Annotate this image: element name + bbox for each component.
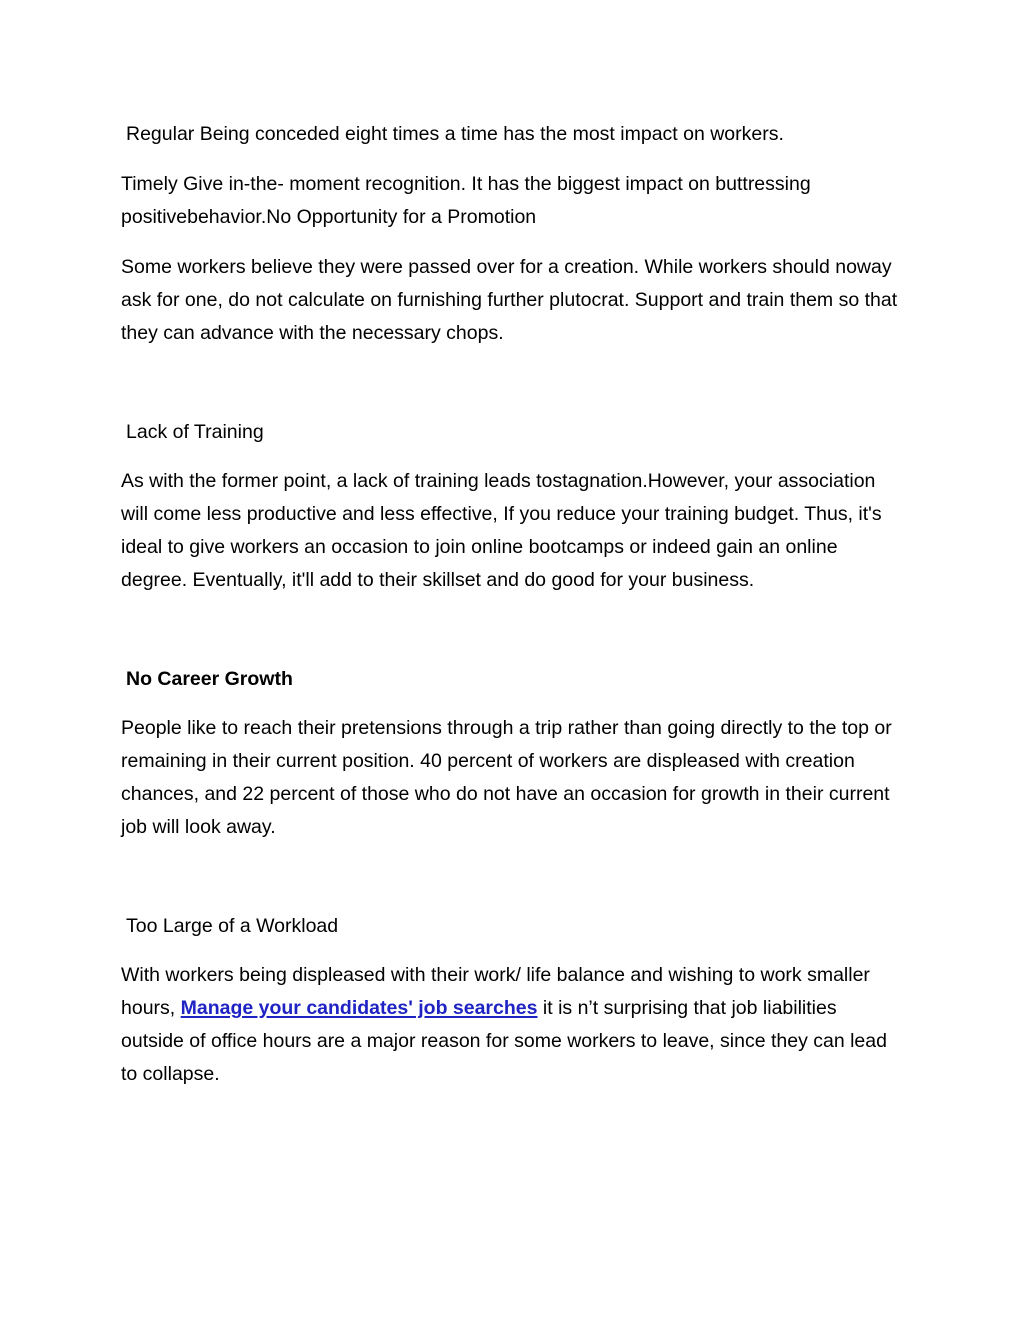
paragraph-workload-end: it is n’t surprising that job liabilities outside of office hours are a major reason for some workers to leave, since they can lead to collapse. <box>121 997 887 1085</box>
paragraph-promotion: Some workers believe they were passed over for a creation. While workers should noway ask for one, do not calculate on furnishing further plutocrat. Support and train them so that they can advance with the necessary chops. <box>121 256 898 344</box>
paragraph-regular: Regular Being conceded eight times a time has the most impact on workers. <box>126 123 784 145</box>
paragraph-timely: Timely Give in-the- moment recognition. It has the biggest impact on buttressing positivebehavior.No Opportunity for a Promotion <box>121 173 811 228</box>
paragraph-workload-start: With workers being displeased with their work/ life balance and wishing to work smaller hours, <box>121 964 870 1019</box>
paragraph-workload <box>121 959 901 1091</box>
heading-lack-of-training: Lack of Training <box>126 421 264 443</box>
heading-no-career-growth: No Career Growth <box>126 668 293 690</box>
job-searches-link[interactable]: Manage your candidates' job searches <box>180 997 538 1019</box>
heading-workload: Too Large of a Workload <box>126 915 339 937</box>
document-page <box>121 118 901 1091</box>
paragraph-training: As with the former point, a lack of training leads tostagnation.However, your association will come less productive and less effective, If you reduce your training budget. Thus, it's ideal to give workers an occasion to join online bootcamps or indeed gain an online degree. Eventually, it'll add to their skillset and do good for your business. <box>121 470 882 591</box>
paragraph-career-growth: People like to reach their pretensions through a trip rather than going directly to the top or remaining in their current position. 40 percent of workers are displeased with creation chances, and 22 percent of those who do not have an occasion for growth in their current job will look away. <box>121 717 892 838</box>
